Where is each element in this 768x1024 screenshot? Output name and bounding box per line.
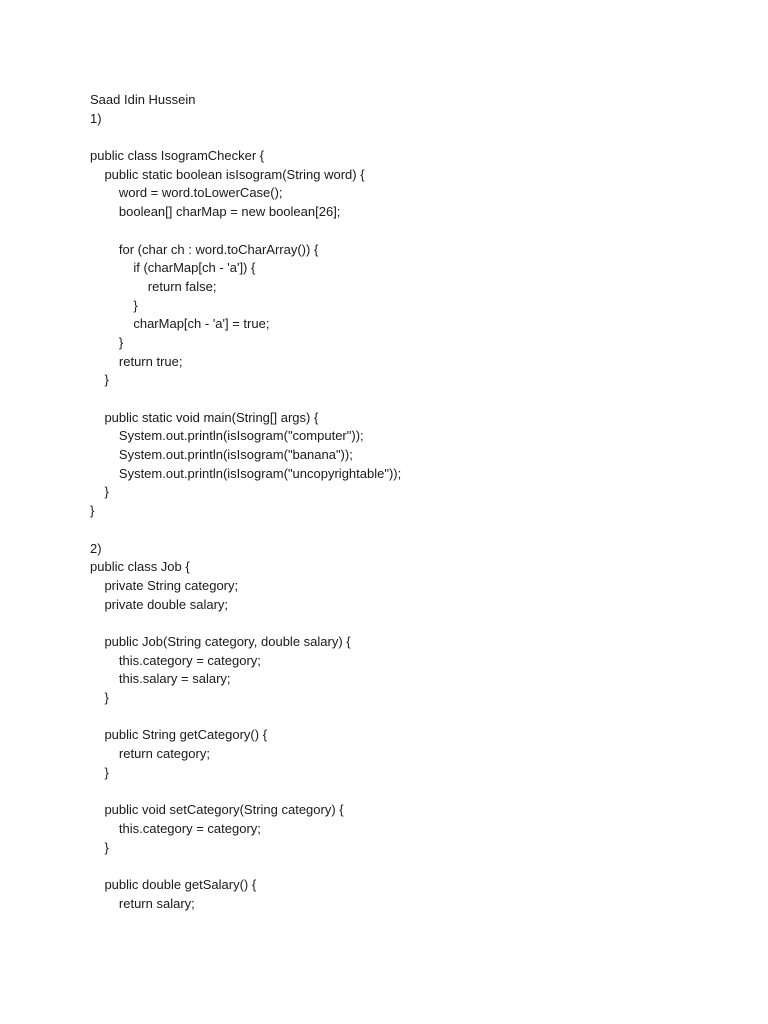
text-line: } [90,297,138,313]
text-line: public static void main(String[] args) { [90,409,319,425]
text-line: word = word.toLowerCase(); [90,185,283,201]
text-line: for (char ch : word.toCharArray()) { [90,241,319,257]
author-name: Saad Idin Hussein [90,92,196,107]
text-line: private String category; [90,577,239,593]
text-line: 1) [90,110,102,126]
text-line: return salary; [90,895,195,911]
text-line: boolean[] charMap = new boolean[26]; [90,204,341,220]
text-line: charMap[ch - 'a'] = true; [90,316,270,332]
text-line [90,782,730,801]
text-line: return false; [90,278,217,294]
document-body [90,91,730,913]
text-line [90,521,730,540]
text-line: } [90,372,109,388]
text-line: } [90,484,109,500]
text-line: return true; [90,353,183,369]
text-line: } [90,764,109,780]
text-line: public class Job { [90,559,190,575]
text-line: this.category = category; [90,652,261,668]
text-line: System.out.println(isIsogram("computer")); [90,428,364,444]
text-line: this.salary = salary; [90,671,231,687]
text-line: } [90,839,109,855]
text-line: private double salary; [90,596,229,612]
text-line [90,128,730,147]
text-line: return category; [90,746,210,762]
text-line: public static boolean isIsogram(String word) { [90,166,365,182]
text-line [90,222,730,241]
text-line: this.category = category; [90,820,261,836]
text-line: } [90,690,109,705]
text-line: } [90,334,124,350]
text-line [90,857,730,876]
text-line: public String getCategory() { [90,727,268,743]
text-line [90,390,730,409]
text-line: System.out.println(isIsogram("banana")); [90,447,353,463]
text-line: } [90,503,95,519]
text-line: public Job(String category, double salary) { [90,633,351,649]
text-line: public class IsogramChecker { [90,148,265,164]
text-line [90,708,730,727]
text-line: public void setCategory(String category) { [90,802,344,818]
text-line: public double getSalary() { [90,876,257,892]
text-line: System.out.println(isIsogram("uncopyrightable")); [90,465,402,481]
text-line [90,614,730,633]
text-line: 2) [90,540,102,556]
text-line: if (charMap[ch - 'a']) { [90,260,256,276]
